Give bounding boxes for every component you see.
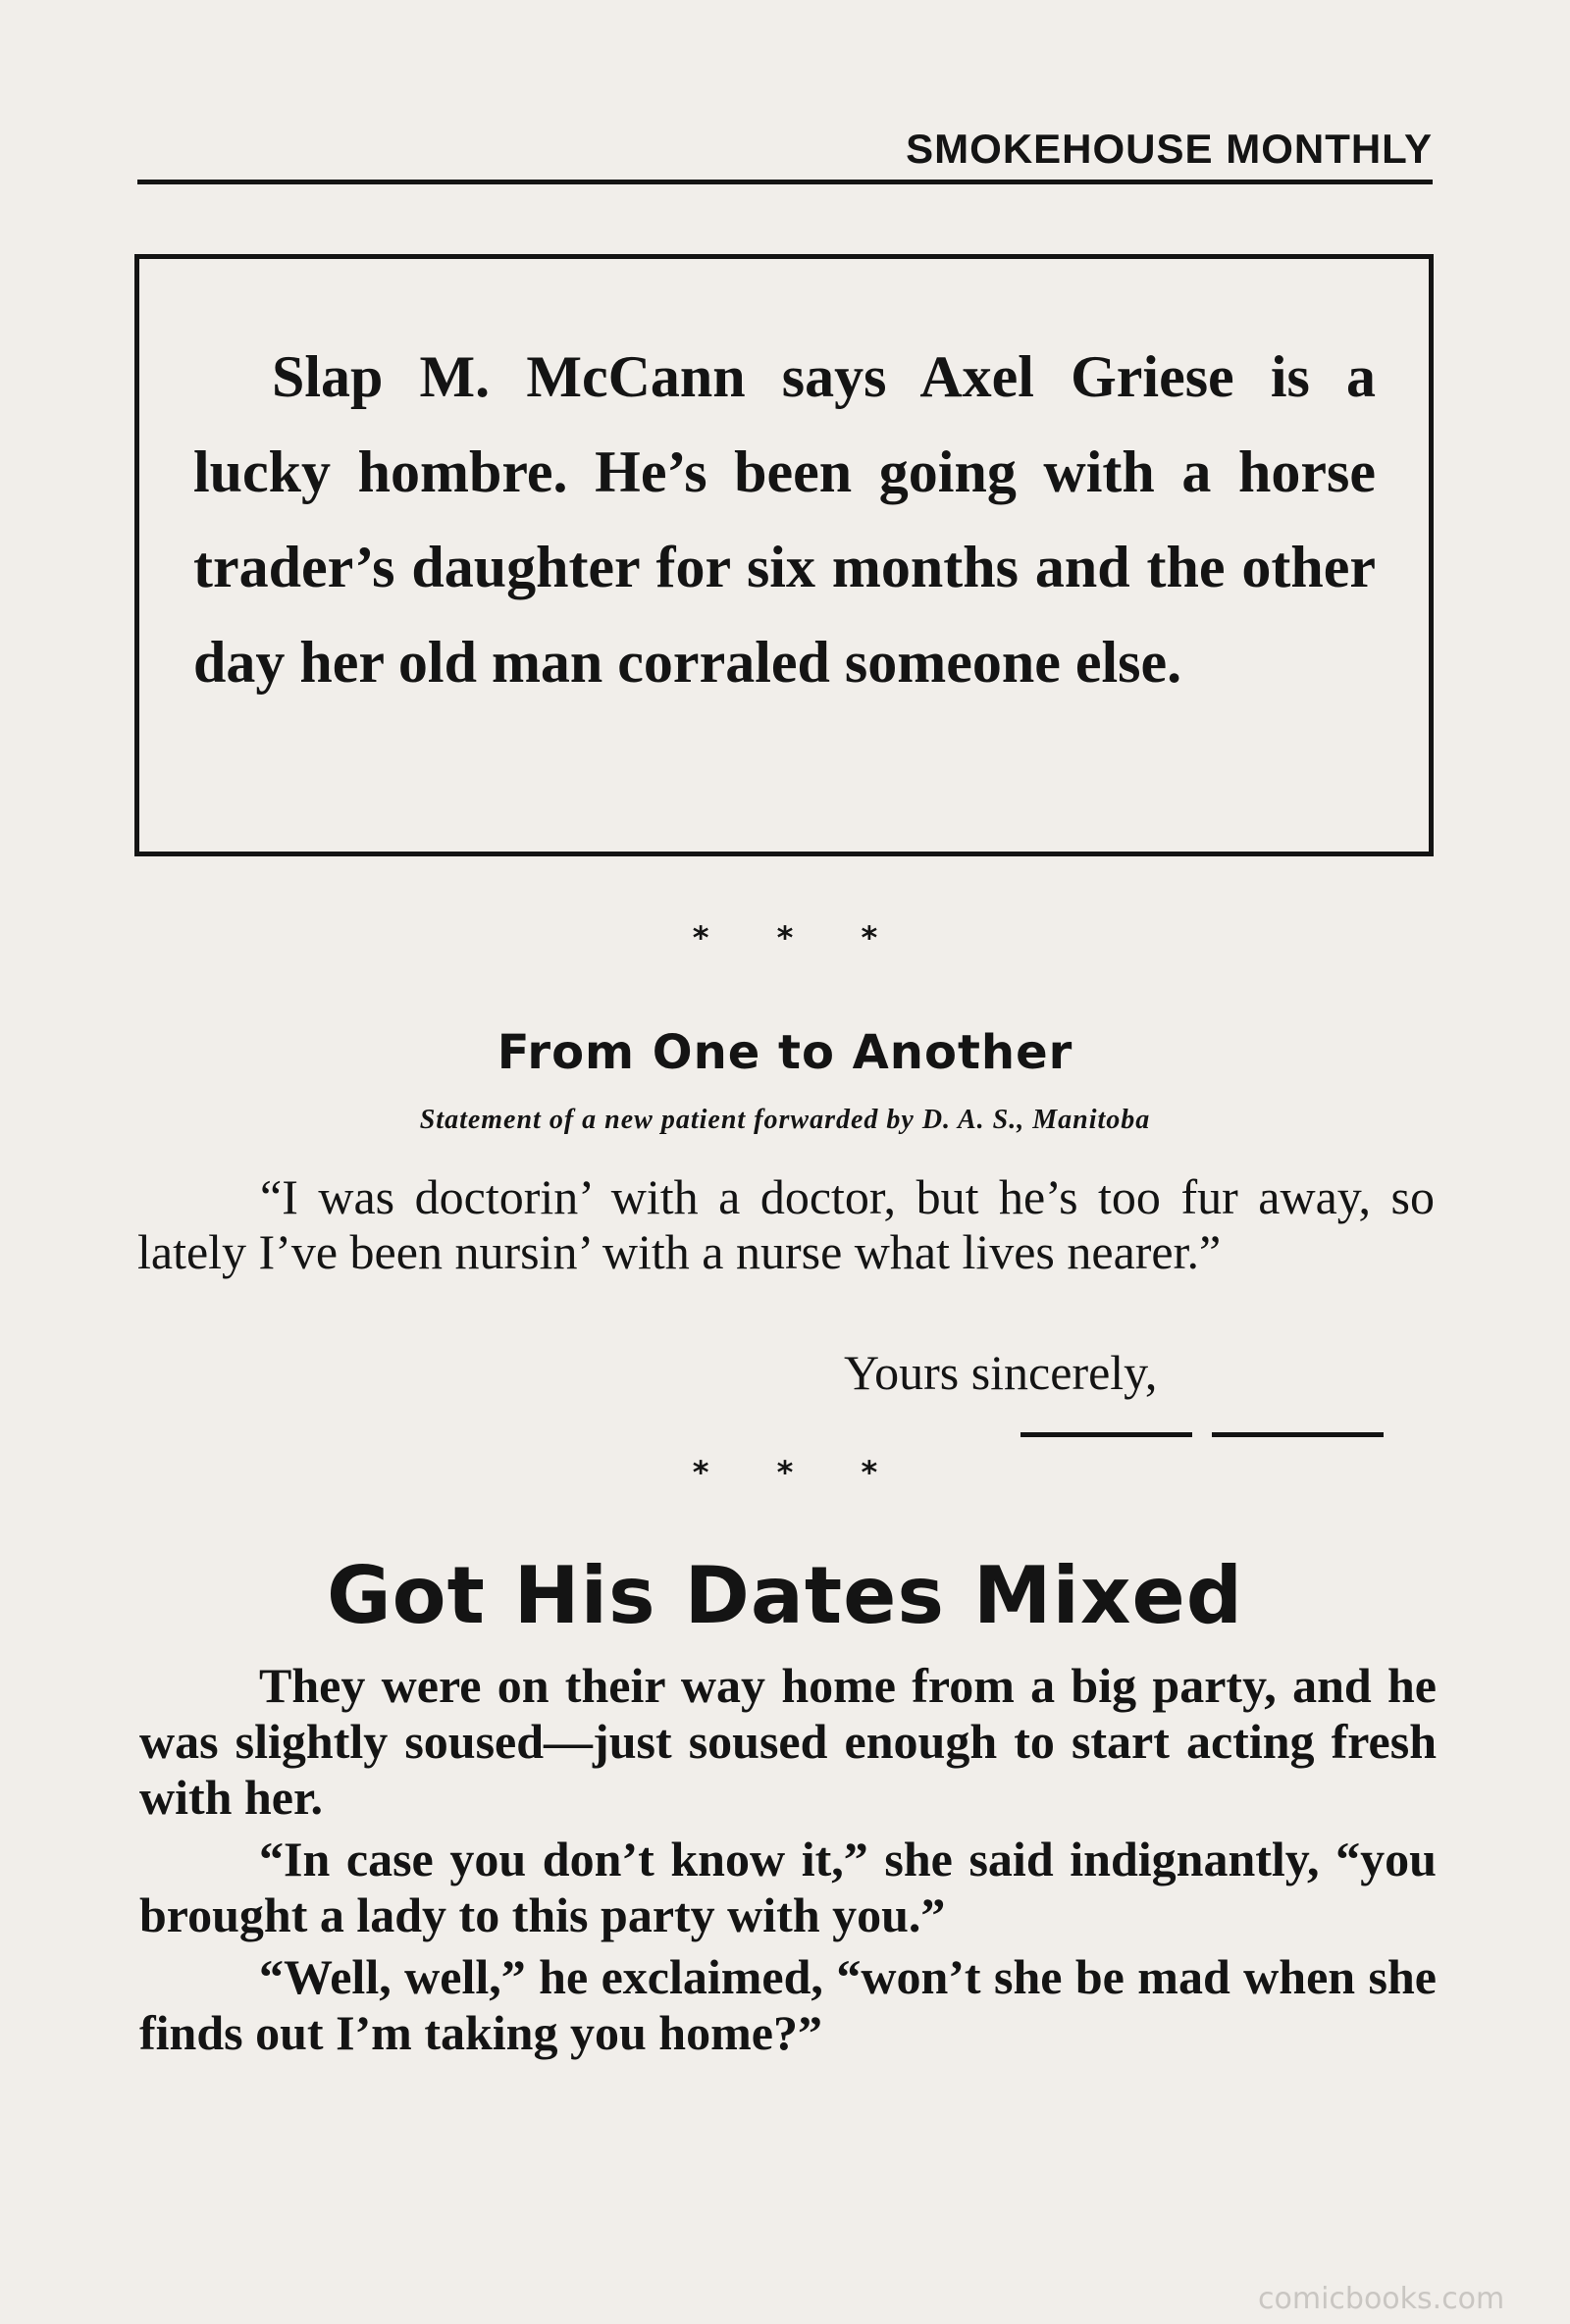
separator-stars: * * * [692, 919, 878, 956]
separator-stars: * * * [692, 1454, 878, 1491]
section-quote: “I was doctorin’ with a doctor, but he’s too fur away, so lately I’ve been nursin’ with a nurse what lives nearer.” [137, 1169, 1435, 1279]
signoff: Yours sincerely, [844, 1345, 1158, 1400]
boxed-joke-text: Slap M. McCann says Axel Griese is a lucky hombre. He’s been going with a horse trader’s daughter for six months and the other day her old man corraled someone else. [193, 344, 1376, 695]
section-title: From One to Another [497, 1025, 1073, 1080]
story-paragraph: “Well, well,” he exclaimed, “won’t she be mad when she finds out I’m taking you home?” [139, 1949, 1437, 2060]
signature-line [1020, 1432, 1192, 1437]
watermark: comicbooks.com [1258, 2282, 1505, 2316]
story-paragraph: They were on their way home from a big party, and he was slightly soused—just soused enough to start acting fresh with her. [139, 1658, 1437, 1825]
story-paragraph: “In case you don’t know it,” she said indignantly, “you brought a lady to this party with you.” [139, 1832, 1437, 1942]
running-header: SMOKEHOUSE MONTHLY [906, 126, 1433, 172]
story-body [139, 1658, 1437, 2067]
header-rule [137, 180, 1433, 184]
signature-line [1212, 1432, 1384, 1437]
boxed-joke [134, 254, 1434, 856]
section-subtitle: Statement of a new patient forwarded by D. A. S., Manitoba [419, 1105, 1151, 1135]
story-title: Got His Dates Mixed [326, 1550, 1244, 1641]
